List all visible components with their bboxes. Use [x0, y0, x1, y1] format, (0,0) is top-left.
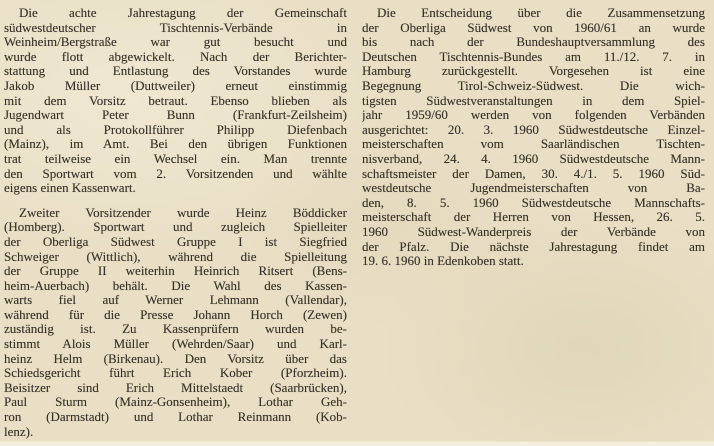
article-column-right — [362, 6, 705, 446]
text-line: wurde flott abgewickelt. Nach der Berichter- — [4, 49, 347, 64]
text-line: (Homberg). Sportwart und zugleich Spielleiter — [4, 220, 347, 235]
text-line: Schweiger (Wittlich), während die Spielleitung — [4, 249, 347, 264]
text-line: den, 8. 5. 1960 Südwestdeutsche Mannschafts- — [362, 195, 705, 210]
paragraph — [4, 6, 347, 196]
text-line: schaftsmeister der Damen, 30. 4./1. 5. 1960 Süd- — [362, 166, 705, 181]
text-line: westdeutsche Jugendmeisterschaften von Ba- — [362, 181, 705, 196]
text-line: Schiedsgericht führt Erich Kober (Pforzheim). — [4, 366, 347, 381]
text-line: der Oberliga Südwest von 1960/61 an wurde — [362, 20, 705, 35]
text-line: Jugendwart Peter Bunn (Frankfurt-Zeilsheim) — [4, 108, 347, 123]
text-line: und als Protokollführer Philipp Diefenbach — [4, 122, 347, 137]
text-line: mit dem Vorsitz betraut. Ebenso blieben als — [4, 93, 347, 108]
text-line: Hamburg zurückgestellt. Vorgesehen ist eine — [362, 64, 705, 79]
text-line: der Pfalz. Die nächste Jahrestagung findet am — [362, 239, 705, 254]
text-line: 1960 Südwest-Wanderpreis der Verbände von — [362, 224, 705, 239]
text-line: Jakob Müller (Duttweiler) erneut einstimmig — [4, 78, 347, 93]
text-line: nisverband, 24. 4. 1960 Südwestdeutsche Mann- — [362, 151, 705, 166]
text-line: tigsten Südwestveranstaltungen in dem Spiel- — [362, 93, 705, 108]
text-line: lenz). — [4, 424, 34, 439]
text-line: zuständig ist. Zu Kassenprüfern wurden be- — [4, 322, 347, 337]
text-line: während für die Presse Johann Horch (Zewen) — [4, 307, 347, 322]
text-line: Weinheim/Bergstraße war gut besucht und — [4, 35, 347, 50]
text-line: Deutschen Tischtennis-Bundes am 11./12. 7. in — [362, 49, 705, 64]
article-column-left — [4, 6, 347, 446]
text-line: stattung und Entlastung des Vorstandes wurde — [4, 64, 347, 79]
text-line: den Sportwart vom 2. Vorsitzenden und wählte — [4, 166, 347, 181]
text-line: heim-Auerbach) behält. Die Wahl des Kassen- — [4, 278, 347, 293]
text-line: ausgerichtet: 20. 3. 1960 Südwestdeutsche Einzel- — [362, 122, 705, 137]
text-line: stimmt Alois Müller (Wehrden/Saar) und Karl- — [4, 337, 347, 352]
text-line: heinz Helm (Birkenau). Den Vorsitz über das — [4, 351, 347, 366]
text-line: meisterschaften vom Saarländischen Tischten- — [362, 137, 705, 152]
text-line: (Mainz), im Amt. Bei den übrigen Funktionen — [4, 137, 347, 152]
text-line: Die Entscheidung über die Zusammensetzung — [377, 6, 705, 20]
paragraph — [362, 6, 705, 269]
text-line: Begegnung Tirol-Schweiz-Südwest. Die wich- — [362, 78, 705, 93]
paragraph — [4, 206, 347, 440]
text-line: eigens einen Kassenwart. — [4, 181, 136, 196]
text-line: trat teilweise ein Wechsel ein. Man trennte — [4, 151, 347, 166]
text-line: Paul Sturm (Mainz-Gonsenheim), Lothar Geh- — [4, 395, 347, 410]
text-line: jahr 1959/60 werden von folgenden Verbänden — [362, 108, 705, 123]
text-line: Die achte Jahrestagung der Gemeinschaft — [19, 6, 347, 20]
text-line: 19. 6. 1960 in Edenkoben statt. — [362, 254, 524, 269]
text-line: südwestdeutscher Tischtennis-Verbände in — [4, 20, 347, 35]
text-line: meisterschaft der Herren von Hessen, 26. 5. — [362, 210, 705, 225]
text-line: Zweiter Vorsitzender wurde Heinz Böddicker — [19, 205, 347, 220]
text-line: der Oberliga Südwest Gruppe I ist Siegfried — [4, 234, 347, 249]
text-line: der Gruppe II weiterhin Heinrich Ritsert (Bens- — [4, 264, 347, 279]
text-line: warts fiel auf Werner Lehmann (Vallendar), — [4, 293, 347, 308]
text-line: Beisitzer sind Erich Mittelstaedt (Saarbrücken), — [4, 380, 347, 395]
text-line: bis nach der Bundeshauptversammlung des — [362, 35, 705, 50]
text-line: ron (Darmstadt) und Lothar Reinmann (Kob- — [4, 410, 347, 425]
